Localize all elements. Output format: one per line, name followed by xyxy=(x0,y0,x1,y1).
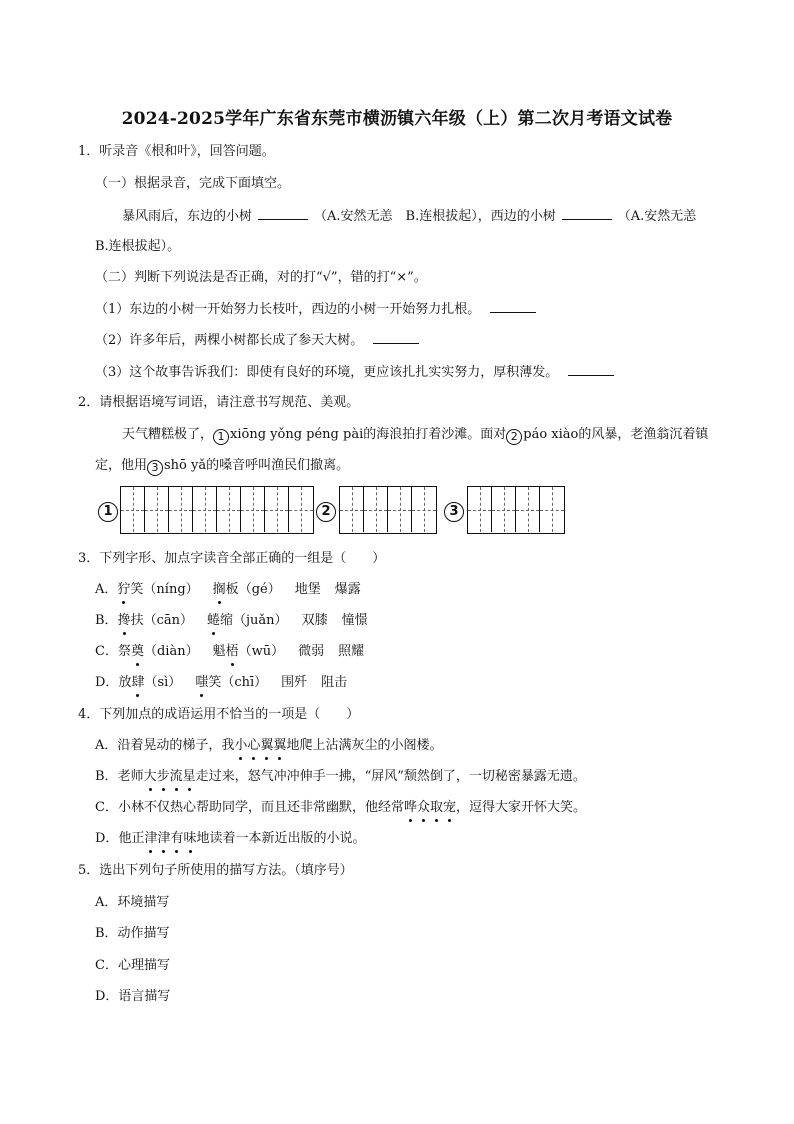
grid-cell[interactable] xyxy=(265,487,289,532)
pinyin: （níng） xyxy=(143,582,199,597)
q2-mark-1: 1 xyxy=(213,429,229,445)
q5-option-d[interactable]: D．语言描写 xyxy=(95,989,171,1004)
q4-option-d[interactable] xyxy=(95,829,366,849)
q1-judge-text-1: （1）东边的小树一开始努力长枝叶，西边的小树一开始努力扎根。 xyxy=(95,302,481,317)
q2-mark-2: 2 xyxy=(506,429,522,445)
q5-option-a[interactable]: A．环境描写 xyxy=(95,895,170,910)
grid-cell[interactable] xyxy=(340,487,364,532)
word: 憧憬 xyxy=(341,613,368,628)
grid-label-3: 3 xyxy=(444,500,464,522)
q1-blank-2[interactable] xyxy=(562,206,612,220)
idiom-char: 步 xyxy=(157,767,170,787)
pinyin: （juǎn） xyxy=(233,613,288,628)
q3-option-d[interactable] xyxy=(95,673,347,693)
grid-cell[interactable] xyxy=(364,487,388,532)
q3-option-c[interactable] xyxy=(95,642,364,662)
char: 板 xyxy=(225,582,239,597)
q5-option-c[interactable]: C．心理描写 xyxy=(95,958,170,973)
q2-stem: 2．请根据语境写词语，请注意书写规范、美观。 xyxy=(78,395,360,410)
q5-stem: 5．选出下列句子所使用的描写方法。（填序号） xyxy=(78,863,353,878)
grid-cell[interactable] xyxy=(169,487,193,532)
q2-text-d: 定，他用 xyxy=(95,458,148,473)
dotted-char: 奠 xyxy=(131,642,144,662)
dotted-char: 狞 xyxy=(117,580,130,600)
grid-cell[interactable] xyxy=(241,487,265,532)
q1-judge-item-2 xyxy=(95,330,425,351)
option-letter: B． xyxy=(95,613,118,628)
grid-cell[interactable] xyxy=(217,487,241,532)
idiom-char: 哗 xyxy=(404,798,417,818)
pinyin: （sì） xyxy=(144,675,182,690)
option-text: 沿着晃动的梯子，我 xyxy=(117,738,235,753)
q4-stem: 4．下列加点的成语运用不恰当的一项是（ ） xyxy=(78,707,360,722)
dotted-char: 搀 xyxy=(118,611,131,631)
q3-option-a[interactable] xyxy=(95,580,361,600)
word: 微弱 xyxy=(298,644,325,659)
idiom-char: 津 xyxy=(157,829,170,849)
option-letter: C． xyxy=(95,800,118,815)
q2-text-e: 的嗓音呼叫渔民们撤离。 xyxy=(206,458,350,473)
q1-fill-text-a: 暴风雨后，东边的小树 xyxy=(122,209,253,224)
option-letter: B． xyxy=(95,769,118,784)
option-letter: D． xyxy=(95,831,119,846)
option-text: 老师 xyxy=(117,769,144,784)
q2-pinyin-3: shō yǎ xyxy=(164,458,207,473)
q3-option-b[interactable] xyxy=(95,611,368,631)
q2-pinyin-1: xiōng yǒng péng pài xyxy=(230,427,364,442)
q1-fill-line xyxy=(122,206,696,227)
char: 缩 xyxy=(220,613,234,628)
option-text: 地爬上沾满灰尘的小阁楼。 xyxy=(286,738,443,753)
grid-cell[interactable] xyxy=(540,487,564,532)
q4-option-b[interactable] xyxy=(95,767,586,787)
grid-cell[interactable] xyxy=(388,487,412,532)
q1-judge-blank-3[interactable] xyxy=(568,362,614,376)
idiom-char: 取 xyxy=(430,798,443,818)
q1-fill-text-b: （A.安然无恙 B.连根拔起），西边的小树 xyxy=(314,209,556,224)
grid-cell[interactable] xyxy=(516,487,540,532)
grid-cell[interactable] xyxy=(289,487,313,532)
option-text: 他正 xyxy=(118,831,145,846)
q2-text-b: 的海浪拍打着沙滩。面对 xyxy=(363,427,507,442)
writing-grid-1[interactable] xyxy=(120,486,314,534)
option-text: 走过来，怒气冲冲伸手一拂，“屏风”颓然倒了，一切秘密暴露无遗。 xyxy=(195,769,586,784)
grid-cell[interactable] xyxy=(193,487,217,532)
word: 阻击 xyxy=(321,675,348,690)
grid-cell[interactable] xyxy=(492,487,516,532)
char: 放 xyxy=(118,675,132,690)
q1-fill-line-2: B.连根拔起）。 xyxy=(95,239,181,254)
q4-option-a[interactable] xyxy=(95,736,442,756)
idiom-char: 味 xyxy=(184,829,197,849)
char: 魁 xyxy=(212,644,226,659)
dotted-char: 搁 xyxy=(213,580,226,600)
pinyin: （diàn） xyxy=(143,644,199,659)
writing-grid-2[interactable] xyxy=(339,486,437,534)
option-letter: A． xyxy=(95,738,118,753)
grid-label-2: 2 xyxy=(316,500,336,522)
grid-cell[interactable] xyxy=(412,487,436,532)
idiom-char: 流 xyxy=(170,767,183,787)
idiom-char: 心 xyxy=(247,736,260,756)
option-text: 小林不仅热心帮助同学，而且还非常幽默，他经常 xyxy=(117,800,404,815)
idiom-char: 众 xyxy=(417,798,430,818)
q1-part2-heading: （二）判断下列说法是否正确，对的打“√”，错的打“×”。 xyxy=(95,270,427,285)
q2-text-c: 的风暴，老渔翁沉着镇 xyxy=(578,427,709,442)
grid-label-1: 1 xyxy=(98,500,118,522)
pinyin: （chī） xyxy=(221,675,268,690)
option-letter: D． xyxy=(95,675,119,690)
pinyin: （gé） xyxy=(238,582,281,597)
dotted-char: 嗤 xyxy=(195,673,208,693)
q2-mark-3: 3 xyxy=(147,460,163,476)
q1-stem: 1．听录音《根和叶》，回答问题。 xyxy=(78,144,275,159)
exam-title: 2024-2025学年广东省东莞市横沥镇六年级（上）第二次月考语文试卷 xyxy=(121,109,673,129)
q2-passage-line-1 xyxy=(122,425,708,445)
q1-judge-item-1 xyxy=(95,299,542,320)
option-letter: A． xyxy=(95,582,118,597)
q2-passage-line-2 xyxy=(95,456,349,476)
char: 笑 xyxy=(130,582,144,597)
dotted-char: 蜷 xyxy=(207,611,220,631)
q1-blank-1[interactable] xyxy=(258,206,308,220)
option-text: ，逗得大家开怀大笑。 xyxy=(456,800,587,815)
q1-judge-text-2: （2）许多年后，两棵小树都长成了参天大树。 xyxy=(95,333,364,348)
grid-cell[interactable] xyxy=(468,487,492,532)
pinyin: （cān） xyxy=(143,613,193,628)
grid-cell[interactable] xyxy=(145,487,169,532)
pinyin: （wū） xyxy=(238,644,285,659)
q1-judge-text-3: （3）这个故事告诉我们：即使有良好的环境，更应该扎扎实实努力，厚积薄发。 xyxy=(95,365,559,380)
q5-option-b[interactable]: B．动作描写 xyxy=(95,926,170,941)
q1-fill-text-c: （A.安然无恙 xyxy=(617,209,697,224)
word: 爆露 xyxy=(334,582,361,597)
q2-pinyin-2: páo xiào xyxy=(523,427,579,442)
q1-judge-blank-2[interactable] xyxy=(373,330,419,344)
q2-text-a: 天气糟糕极了， xyxy=(122,427,214,442)
char: 笑 xyxy=(208,675,222,690)
idiom-char: 星 xyxy=(183,767,196,787)
word: 照耀 xyxy=(338,644,365,659)
q3-stem: 3．下列字形、加点字读音全部正确的一组是（ ） xyxy=(78,551,386,566)
q1-judge-item-3 xyxy=(95,362,620,383)
q1-judge-blank-1[interactable] xyxy=(490,299,536,313)
idiom-char: 宠 xyxy=(443,798,456,818)
grid-cell[interactable] xyxy=(121,487,145,532)
q4-option-c[interactable] xyxy=(95,798,586,818)
q1-part1-heading: （一）根据录音，完成下面填空。 xyxy=(95,176,291,191)
option-letter: C． xyxy=(95,644,118,659)
idiom-char: 大 xyxy=(144,767,157,787)
writing-grid-3[interactable] xyxy=(467,486,565,534)
word: 地堡 xyxy=(294,582,321,597)
char: 祭 xyxy=(117,644,131,659)
word: 双膝 xyxy=(301,613,328,628)
word: 围歼 xyxy=(281,675,308,690)
idiom-char: 津 xyxy=(144,829,157,849)
idiom-char: 小 xyxy=(234,736,247,756)
idiom-char: 翼 xyxy=(273,736,286,756)
idiom-char: 有 xyxy=(170,829,183,849)
option-text: 地读着一本新近出版的小说。 xyxy=(196,831,366,846)
dotted-char: 梧 xyxy=(226,642,239,662)
idiom-char: 翼 xyxy=(260,736,273,756)
char: 扶 xyxy=(130,613,144,628)
dotted-char: 肆 xyxy=(131,673,144,693)
